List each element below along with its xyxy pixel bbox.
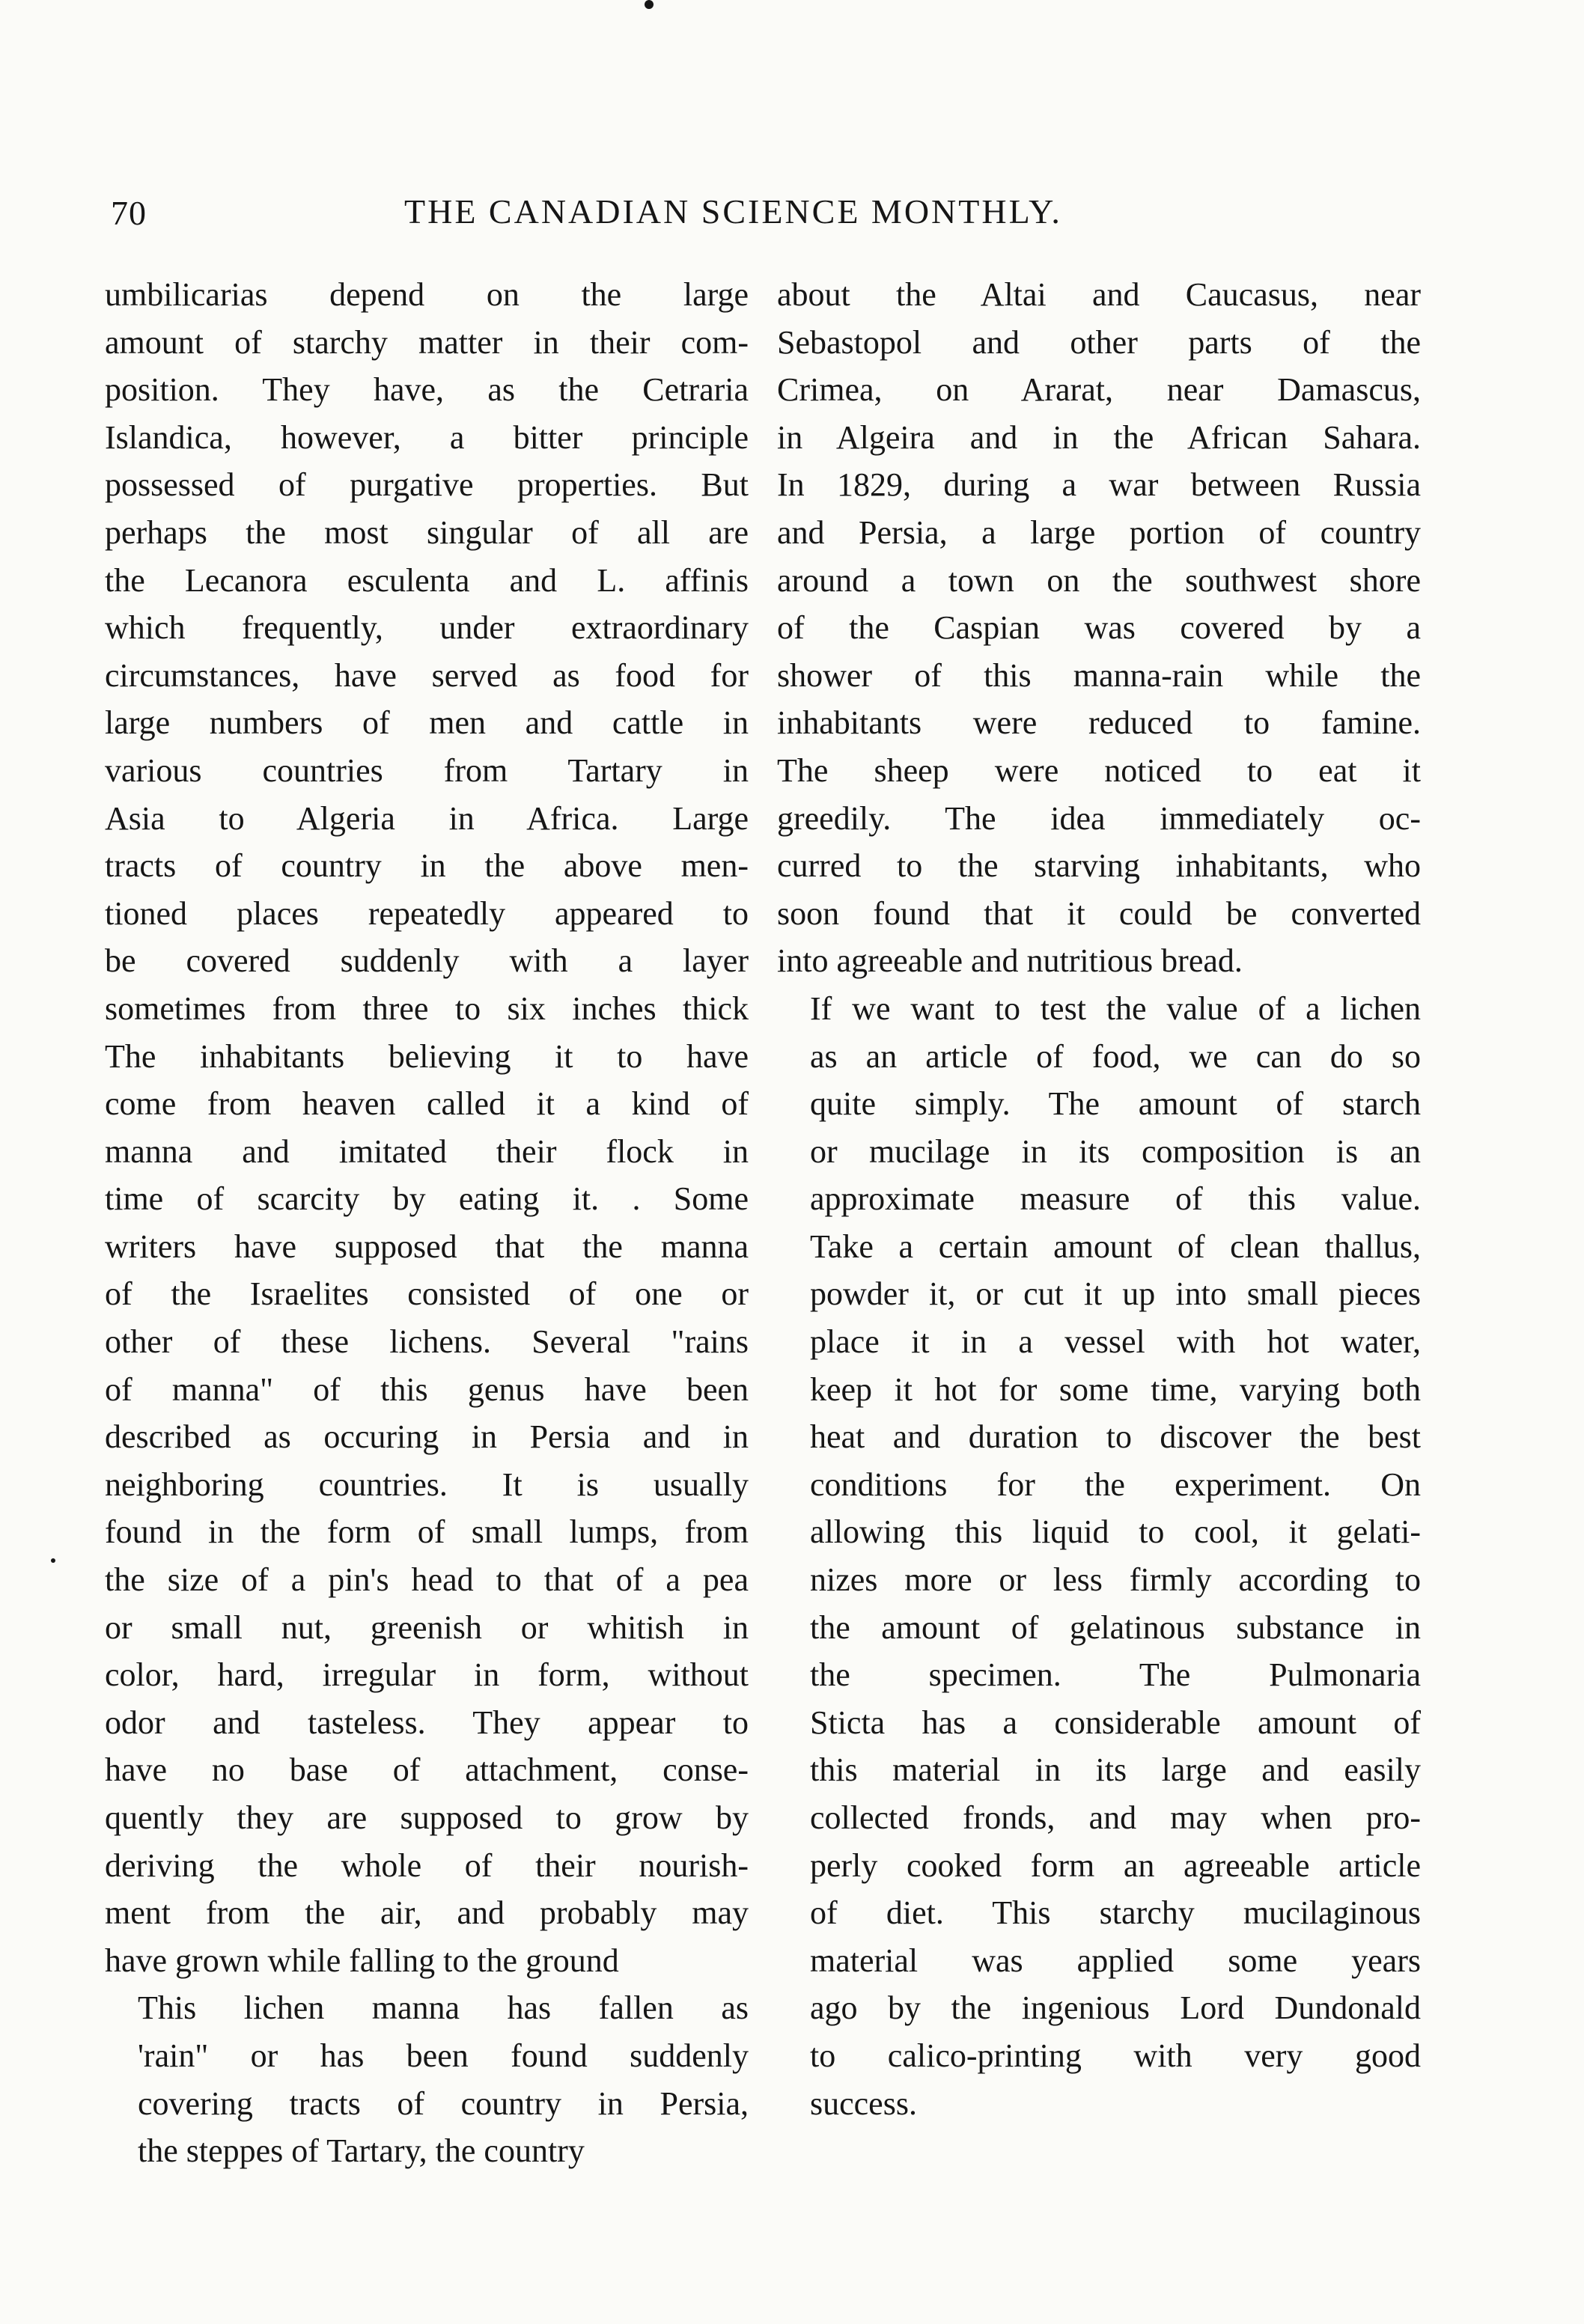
right-paragraph-1 bbox=[777, 271, 1421, 985]
ink-dot bbox=[645, 0, 654, 9]
text-line: soon found that it could be converted bbox=[777, 894, 1421, 932]
text-line: nizes more or less firmly according to bbox=[810, 1561, 1421, 1599]
text-line: perly cooked form an agreeable article bbox=[810, 1846, 1421, 1884]
text-line: and Persia, a large portion of country bbox=[777, 513, 1421, 551]
text-line: ment from the air, and probably may bbox=[105, 1894, 749, 1932]
right-paragraph-2 bbox=[777, 985, 1421, 2127]
text-line: the amount of gelatinous substance in bbox=[810, 1608, 1421, 1646]
text-line: tioned places repeatedly appeared to bbox=[105, 894, 749, 932]
text-line: of the Caspian was covered by a bbox=[777, 609, 1421, 647]
running-title: THE CANADIAN SCIENCE MONTHLY. bbox=[404, 192, 1062, 231]
page-number: 70 bbox=[111, 194, 147, 232]
text-line: quite simply. The amount of starch bbox=[810, 1085, 1421, 1123]
text-line: deriving the whole of their nourish- bbox=[105, 1846, 749, 1884]
text-line: Islandica, however, a bitter principle bbox=[105, 418, 749, 456]
text-line: Sticta has a considerable amount of bbox=[810, 1704, 1421, 1741]
text-line: odor and tasteless. They appear to bbox=[105, 1704, 749, 1741]
text-line: found in the form of small lumps, from bbox=[105, 1513, 749, 1551]
text-line: color, hard, irregular in form, without bbox=[105, 1656, 749, 1694]
text-line: amount of starchy matter in their com- bbox=[105, 323, 749, 361]
text-line: circumstances, have served as food for bbox=[105, 656, 749, 694]
text-line: in Algeira and in the African Sahara. bbox=[777, 418, 1421, 456]
text-line: the steppes of Tartary, the country bbox=[138, 2132, 585, 2170]
text-line: various countries from Tartary in bbox=[105, 751, 749, 789]
text-line: Crimea, on Ararat, near Damascus, bbox=[777, 371, 1421, 409]
text-line: inhabitants were reduced to famine. bbox=[777, 704, 1421, 742]
page-header bbox=[111, 186, 1211, 253]
text-line: collected fronds, and may when pro- bbox=[810, 1799, 1421, 1836]
text-line: place it in a vessel with hot water, bbox=[810, 1323, 1421, 1361]
text-line: Take a certain amount of clean thallus, bbox=[810, 1227, 1421, 1265]
text-line: about the Altai and Caucasus, near bbox=[777, 276, 1421, 313]
left-column bbox=[105, 271, 749, 2175]
text-line: large numbers of men and cattle in bbox=[105, 704, 749, 742]
text-line: Asia to Algeria in Africa. Large bbox=[105, 799, 749, 837]
margin-mark bbox=[51, 1558, 55, 1563]
text-line: the Lecanora esculenta and L. affinis bbox=[105, 561, 749, 599]
text-line: material was applied some years bbox=[810, 1942, 1421, 1979]
text-line: into agreeable and nutritious bread. bbox=[777, 942, 1243, 980]
text-line: In 1829, during a war between Russia bbox=[777, 466, 1421, 504]
text-line: heat and duration to discover the best bbox=[810, 1418, 1421, 1456]
text-line: This lichen manna has fallen as bbox=[138, 1989, 749, 2027]
text-line: covering tracts of country in Persia, bbox=[138, 2084, 749, 2122]
text-line: tracts of country in the above men- bbox=[105, 847, 749, 885]
text-line: manna and imitated their flock in bbox=[105, 1132, 749, 1170]
text-line: of diet. This starchy mucilaginous bbox=[810, 1894, 1421, 1932]
left-paragraph-2 bbox=[105, 1984, 749, 2174]
text-line: keep it hot for some time, varying both bbox=[810, 1370, 1421, 1408]
text-line: perhaps the most singular of all are bbox=[105, 513, 749, 551]
text-line: neighboring countries. It is usually bbox=[105, 1466, 749, 1503]
text-line: success. bbox=[810, 2084, 917, 2122]
text-line: greedily. The idea immediately oc- bbox=[777, 799, 1421, 837]
text-line: have no base of attachment, conse- bbox=[105, 1751, 749, 1789]
text-line: or mucilage in its composition is an bbox=[810, 1132, 1421, 1170]
text-line: have grown while falling to the ground bbox=[105, 1942, 619, 1979]
text-line: to calico-printing with very good bbox=[810, 2037, 1421, 2074]
text-line: around a town on the southwest shore bbox=[777, 561, 1421, 599]
text-line: The inhabitants believing it to have bbox=[105, 1037, 749, 1075]
text-line: position. They have, as the Cetraria bbox=[105, 371, 749, 409]
text-line: approximate measure of this value. bbox=[810, 1180, 1421, 1218]
text-line: time of scarcity by eating it. . Some bbox=[105, 1180, 749, 1218]
text-line: If we want to test the value of a lichen bbox=[810, 989, 1421, 1027]
text-line: the specimen. The Pulmonaria bbox=[810, 1656, 1421, 1694]
text-line: Sebastopol and other parts of the bbox=[777, 323, 1421, 361]
text-line: come from heaven called it a kind of bbox=[105, 1085, 749, 1123]
text-line: umbilicarias depend on the large bbox=[105, 276, 749, 313]
text-line: quently they are supposed to grow by bbox=[105, 1799, 749, 1836]
text-line: of the Israelites consisted of one or bbox=[105, 1275, 749, 1313]
text-line: allowing this liquid to cool, it gelati- bbox=[810, 1513, 1421, 1551]
text-line: other of these lichens. Several "rains bbox=[105, 1323, 749, 1361]
text-line: conditions for the experiment. On bbox=[810, 1466, 1421, 1503]
text-line: be covered suddenly with a layer bbox=[105, 942, 749, 980]
text-line: possessed of purgative properties. But bbox=[105, 466, 749, 504]
text-line: writers have supposed that the manna bbox=[105, 1227, 749, 1265]
text-line: ago by the ingenious Lord Dundonald bbox=[810, 1989, 1421, 2027]
text-line: described as occuring in Persia and in bbox=[105, 1418, 749, 1456]
text-line: the size of a pin's head to that of a pea bbox=[105, 1561, 749, 1599]
text-line: curred to the starving inhabitants, who bbox=[777, 847, 1421, 885]
text-line: this material in its large and easily bbox=[810, 1751, 1421, 1789]
text-line: The sheep were noticed to eat it bbox=[777, 751, 1421, 789]
text-line: or small nut, greenish or whitish in bbox=[105, 1608, 749, 1646]
text-line: powder it, or cut it up into small pieces bbox=[810, 1275, 1421, 1313]
left-paragraph-1 bbox=[105, 271, 749, 1984]
text-line: 'rain" or has been found suddenly bbox=[138, 2037, 749, 2074]
text-line: shower of this manna-rain while the bbox=[777, 656, 1421, 694]
right-column bbox=[777, 271, 1421, 2127]
text-line: as an article of food, we can do so bbox=[810, 1037, 1421, 1075]
text-line: sometimes from three to six inches thick bbox=[105, 989, 749, 1027]
text-line: of manna" of this genus have been bbox=[105, 1370, 749, 1408]
text-line: which frequently, under extraordinary bbox=[105, 609, 749, 647]
